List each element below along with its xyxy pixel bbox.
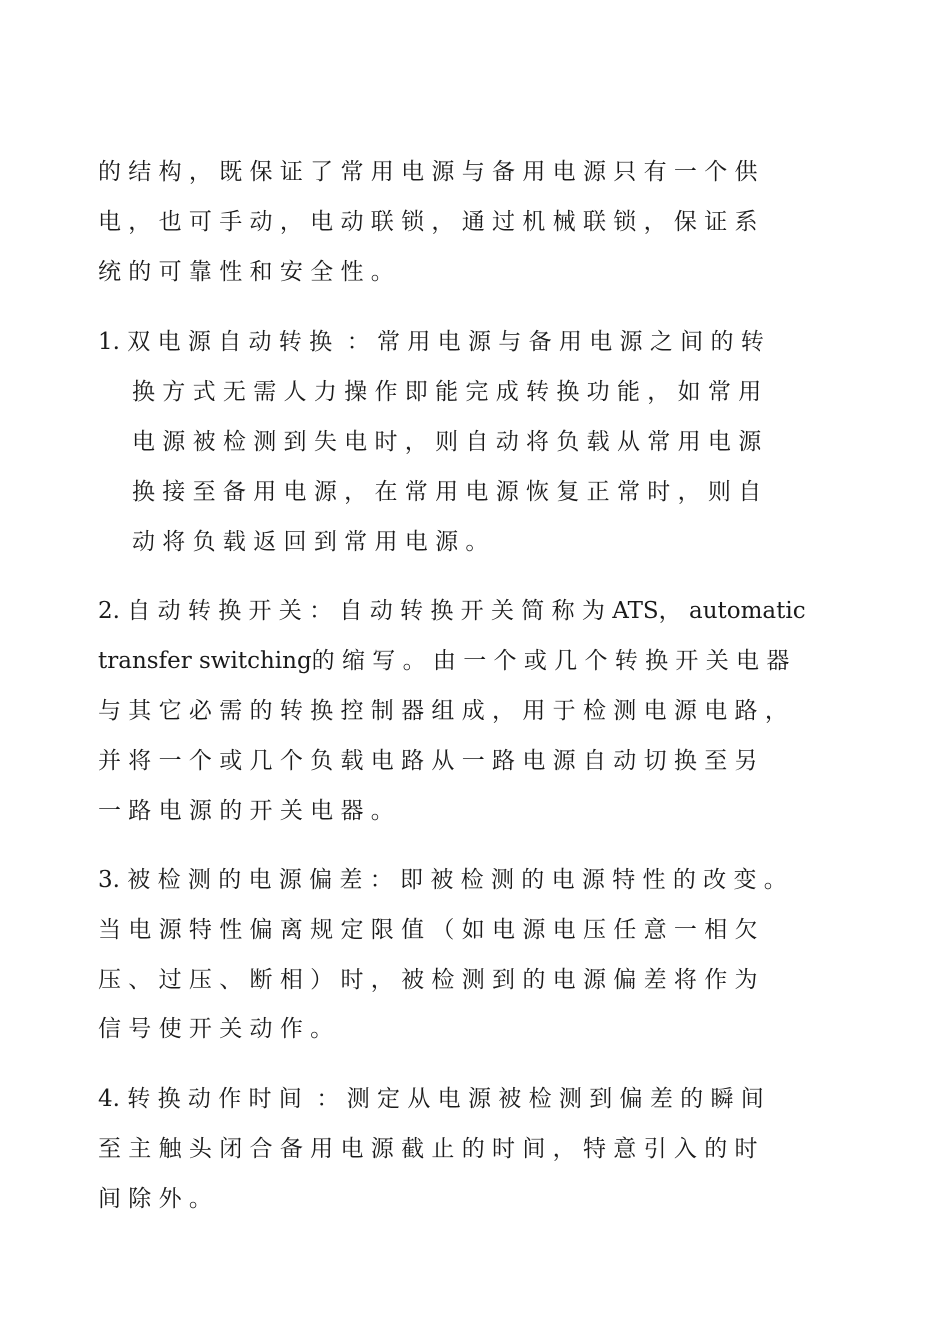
intro-line-1: 的 结 构 ， 既 保 证 了 常 用 电 源 与 备 用 电 源 只 有 一 个 供 bbox=[98, 159, 758, 185]
item2-line-2: transfer switching的 缩 写 。 由 一 个 或 几 个 转 换 开 关 电 器 bbox=[98, 648, 790, 674]
item4-line-2: 至 主 触 头 闭 合 备 用 电 源 截 止 的 时 间 ， 特 意 引 入 的 时 bbox=[98, 1136, 758, 1162]
item1-line-4: 换 接 至 备 用 电 源 ， 在 常 用 电 源 恢 复 正 常 时 ， 则 自 bbox=[132, 479, 762, 505]
item4-line-3: 间 除 外 。 bbox=[98, 1186, 212, 1212]
item3-line-4: 信 号 使 开 关 动 作 。 bbox=[98, 1016, 334, 1042]
item2-line-3: 与 其 它 必 需 的 转 换 控 制 器 组 成 ， 用 于 检 测 电 源 电 路 ， bbox=[98, 698, 788, 724]
item1-line-5: 动 将 负 载 返 回 到 常 用 电 源 。 bbox=[132, 529, 489, 555]
item2-line-1: 2. 自 动 转 换 开 关 ： 自 动 转 换 开 关 简 称 为 ATS， automatic bbox=[98, 598, 806, 624]
intro-line-3: 统 的 可 靠 性 和 安 全 性 。 bbox=[98, 259, 394, 285]
item3-line-1: 3. 被 检 测 的 电 源 偏 差 ： 即 被 检 测 的 电 源 特 性 的 改 变 。 bbox=[98, 867, 787, 893]
item1-line-2: 换 方 式 无 需 人 力 操 作 即 能 完 成 转 换 功 能 ， 如 常 用 bbox=[132, 379, 762, 405]
item2-line-4: 并 将 一 个 或 几 个 负 载 电 路 从 一 路 电 源 自 动 切 换 至 另 bbox=[98, 748, 758, 774]
item2-line-5: 一 路 电 源 的 开 关 电 器 。 bbox=[98, 798, 394, 824]
item4-line-1: 4. 转 换 动 作 时 间 ： 测 定 从 电 源 被 检 测 到 偏 差 的 瞬 间 bbox=[98, 1086, 764, 1112]
item3-line-2: 当 电 源 特 性 偏 离 规 定 限 值 （ 如 电 源 电 压 任 意 一 相 欠 bbox=[98, 917, 758, 943]
item3-line-3: 压 、 过 压 、 断 相 ） 时 ， 被 检 测 到 的 电 源 偏 差 将 作 为 bbox=[98, 967, 758, 993]
item1-line-3: 电 源 被 检 测 到 失 电 时 ， 则 自 动 将 负 载 从 常 用 电 源 bbox=[132, 429, 762, 455]
intro-line-2: 电 ， 也 可 手 动 ， 电 动 联 锁 ， 通 过 机 械 联 锁 ， 保 证 系 bbox=[98, 209, 758, 235]
item1-line-1: 1. 双 电 源 自 动 转 换 ： 常 用 电 源 与 备 用 电 源 之 间 的 转 bbox=[98, 329, 764, 355]
